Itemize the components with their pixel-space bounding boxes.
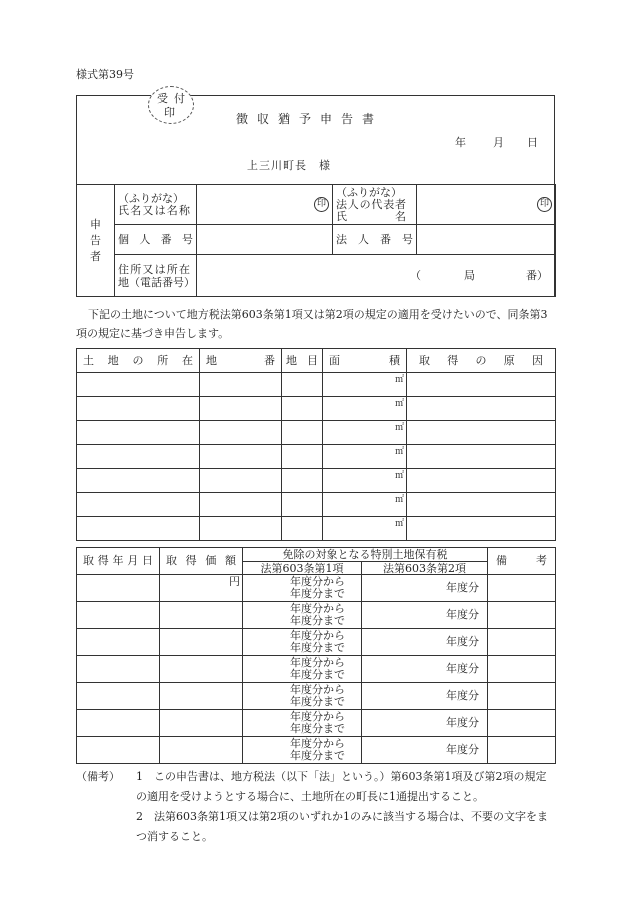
intro-text: 下記の土地について地方税法第603条第1項又は第2項の規定の適用を受けたいので、同条第3項の規定に基づき申告します。 — [76, 308, 548, 340]
article-603-2-field[interactable]: 年度分 — [362, 710, 488, 737]
square-meter-unit: ㎡ — [394, 471, 404, 481]
remarks-field[interactable] — [488, 656, 556, 683]
date-day: 日 — [527, 136, 538, 149]
article-603-2-field[interactable]: 年度分 — [362, 683, 488, 710]
area-field[interactable] — [323, 517, 407, 541]
land-category-field[interactable] — [282, 397, 323, 421]
acquisition-price-field[interactable] — [160, 737, 243, 764]
land-row — [77, 421, 556, 445]
square-meter-unit: ㎡ — [394, 375, 404, 385]
remarks-field[interactable] — [488, 710, 556, 737]
land-category-field[interactable] — [282, 469, 323, 493]
area-field[interactable] — [323, 373, 407, 397]
lot-number-field[interactable] — [200, 373, 282, 397]
article-603-1-field[interactable]: 年度分から 年度分まで — [243, 656, 362, 683]
stamp-line2: 印 — [164, 106, 175, 119]
seal-icon: 印 — [314, 197, 329, 212]
addressee: 上三川町長 様 — [247, 159, 331, 172]
acquisition-cause-field[interactable] — [407, 421, 556, 445]
acquisition-price-field[interactable] — [160, 656, 243, 683]
acquisition-row — [77, 683, 556, 710]
location-field[interactable] — [77, 469, 200, 493]
acquisition-price-field[interactable] — [160, 602, 243, 629]
personal-number-label: 個人番号 — [115, 225, 197, 255]
lot-number-field[interactable] — [200, 397, 282, 421]
acquisition-date-field[interactable] — [77, 683, 160, 710]
location-field[interactable] — [77, 373, 200, 397]
col-area: 面積 — [323, 349, 407, 373]
acquisition-row — [77, 656, 556, 683]
phone-bureau: 局 — [464, 268, 475, 282]
name-label: 氏名又は名称 — [118, 203, 190, 217]
land-category-field[interactable] — [282, 421, 323, 445]
note-item-1: 1 この申告書は、地方税法（以下「法」という。）第603条第1項及び第2項の規定の適用を受けようとする場合に、土地所在の町長に1通提出すること。 — [136, 770, 547, 803]
square-meter-unit: ㎡ — [394, 399, 404, 409]
article-603-1-field[interactable]: 年度分から 年度分まで — [243, 575, 362, 602]
acquisition-row — [77, 575, 556, 602]
article-603-1-field[interactable]: 年度分から 年度分まで — [243, 737, 362, 764]
land-table — [76, 348, 556, 541]
area-field[interactable] — [323, 421, 407, 445]
land-category-field[interactable] — [282, 493, 323, 517]
article-603-2-field[interactable]: 年度分 — [362, 656, 488, 683]
acquisition-date-field[interactable] — [77, 602, 160, 629]
article-603-2-field[interactable]: 年度分 — [362, 602, 488, 629]
seal-icon: 印 — [537, 197, 552, 212]
acquisition-row — [77, 737, 556, 764]
location-field[interactable] — [77, 445, 200, 469]
article-603-1-field[interactable]: 年度分から 年度分まで — [243, 710, 362, 737]
square-meter-unit: ㎡ — [394, 519, 404, 529]
note-item-2: 2 法第603条第1項又は第2項のいずれか1のみに該当する場合は、不要の文字をまつ消すること。 — [136, 810, 548, 843]
acquisition-cause-field[interactable] — [407, 469, 556, 493]
location-field[interactable] — [77, 493, 200, 517]
date-year: 年 — [455, 136, 466, 149]
address-field[interactable] — [197, 255, 556, 297]
acquisition-cause-field[interactable] — [407, 373, 556, 397]
land-row — [77, 469, 556, 493]
location-field[interactable] — [77, 397, 200, 421]
address-label: 住所又は所在地（電話番号） — [115, 255, 197, 297]
lot-number-field[interactable] — [200, 445, 282, 469]
acquisition-row — [77, 602, 556, 629]
remarks-field[interactable] — [488, 737, 556, 764]
acquisition-price-field[interactable] — [160, 683, 243, 710]
col-land-category: 地目 — [282, 349, 323, 373]
acquisition-cause-field[interactable] — [407, 517, 556, 541]
land-row — [77, 445, 556, 469]
col-article-603-2: 法第603条第2項 — [362, 562, 488, 575]
lot-number-field[interactable] — [200, 517, 282, 541]
col-acquisition-price: 取得価額 — [160, 548, 243, 575]
notes-label: （備考） — [76, 770, 120, 783]
square-meter-unit: ㎡ — [394, 423, 404, 433]
remarks-field[interactable] — [488, 683, 556, 710]
lot-number-field[interactable] — [200, 421, 282, 445]
acquisition-price-field[interactable] — [160, 575, 243, 602]
remarks-field[interactable] — [488, 575, 556, 602]
acquisition-table — [76, 547, 556, 764]
acquisition-date-field[interactable] — [77, 629, 160, 656]
acquisition-price-field[interactable] — [160, 710, 243, 737]
article-603-1-field[interactable]: 年度分から 年度分まで — [243, 629, 362, 656]
lot-number-field[interactable] — [200, 493, 282, 517]
acquisition-date-field[interactable] — [77, 575, 160, 602]
corp-rep-label: 法人の代表者氏名 — [336, 197, 406, 223]
area-field[interactable] — [323, 469, 407, 493]
lot-number-field[interactable] — [200, 469, 282, 493]
acquisition-cause-field[interactable] — [407, 445, 556, 469]
article-603-1-field[interactable]: 年度分から 年度分まで — [243, 602, 362, 629]
article-603-2-field[interactable]: 年度分 — [362, 737, 488, 764]
stamp-line1: 受付 — [157, 92, 191, 105]
land-row — [77, 493, 556, 517]
acquisition-row — [77, 629, 556, 656]
corporate-number-field[interactable] — [417, 225, 556, 255]
furigana-label: （ふりがな） — [118, 191, 184, 205]
col-article-603-1: 法第603条第1項 — [243, 562, 362, 575]
reception-stamp — [148, 86, 194, 124]
col-acquisition-date: 取得年月日 — [77, 548, 160, 575]
col-location: 土地の所在 — [77, 349, 200, 373]
land-row — [77, 517, 556, 541]
article-603-1-field[interactable]: 年度分から 年度分まで — [243, 683, 362, 710]
phone-paren-open: （ — [410, 268, 421, 282]
square-meter-unit: ㎡ — [394, 447, 404, 457]
corp-furigana-label: （ふりがな） — [336, 185, 402, 199]
applicant-table — [76, 184, 556, 297]
remarks-field[interactable] — [488, 629, 556, 656]
land-row — [77, 373, 556, 397]
acquisition-date-field[interactable] — [77, 710, 160, 737]
col-remarks: 備考 — [488, 548, 556, 575]
remarks-field[interactable] — [488, 602, 556, 629]
land-row — [77, 397, 556, 421]
land-category-field[interactable] — [282, 445, 323, 469]
form-title: 徴収猶予申告書 — [236, 112, 384, 126]
col-acquisition-cause: 取得の原因 — [407, 349, 556, 373]
corp-rep-label-cell — [333, 185, 417, 225]
acquisition-date-field[interactable] — [77, 656, 160, 683]
acquisition-date-field[interactable] — [77, 737, 160, 764]
col-exempt-tax: 免除の対象となる特別土地保有税 — [243, 548, 488, 562]
acquisition-cause-field[interactable] — [407, 397, 556, 421]
article-603-2-field[interactable]: 年度分 — [362, 575, 488, 602]
date-month: 月 — [493, 136, 504, 149]
square-meter-unit: ㎡ — [394, 495, 404, 505]
area-field[interactable] — [323, 493, 407, 517]
phone-number-suffix: 番） — [526, 268, 548, 282]
col-lot-number: 地番 — [200, 349, 282, 373]
location-field[interactable] — [77, 421, 200, 445]
article-603-2-field[interactable]: 年度分 — [362, 629, 488, 656]
name-label-cell — [115, 185, 197, 225]
area-field[interactable] — [323, 397, 407, 421]
area-field[interactable] — [323, 445, 407, 469]
location-field[interactable] — [77, 517, 200, 541]
form-number: 様式第39号 — [76, 68, 134, 81]
corporate-number-label: 法人番号 — [333, 225, 417, 255]
name-field[interactable] — [197, 185, 333, 225]
acquisition-row — [77, 710, 556, 737]
land-category-field[interactable] — [282, 373, 323, 397]
acquisition-price-field[interactable] — [160, 629, 243, 656]
corp-rep-field[interactable] — [417, 185, 556, 225]
applicant-side-label: 申 告 者 — [77, 185, 115, 297]
personal-number-field[interactable] — [197, 225, 333, 255]
land-category-field[interactable] — [282, 517, 323, 541]
yen-unit: 円 — [229, 575, 240, 588]
acquisition-cause-field[interactable] — [407, 493, 556, 517]
